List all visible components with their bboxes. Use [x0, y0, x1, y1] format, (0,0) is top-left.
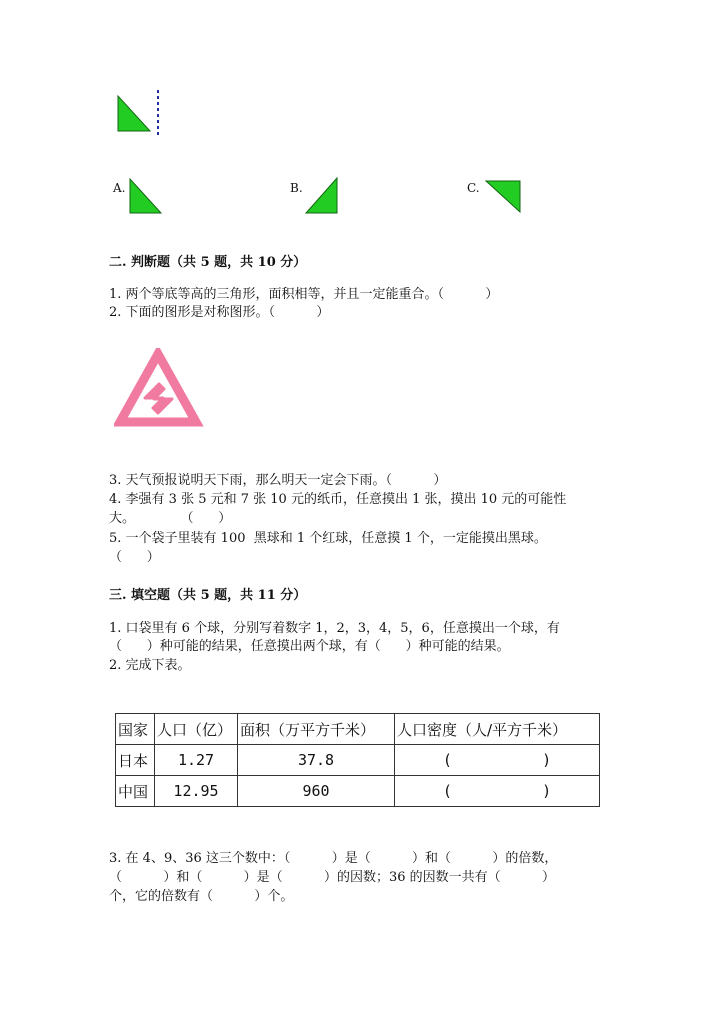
table-header: 人口密度（人/平方千米） — [395, 714, 600, 745]
option-c-label: C. — [467, 181, 480, 195]
pink-triangle-sign-icon — [114, 348, 204, 430]
section3-heading: 三. 填空题（共 5 题，共 11 分） — [109, 588, 307, 603]
s2-q1-text: 1. 两个等底等高的三角形，面积相等，并且一定能重合。（ ） — [109, 287, 499, 302]
table-cell-country: 中国 — [116, 776, 155, 807]
table-cell-density[interactable]: ( ) — [395, 745, 600, 776]
triangle-b-icon[interactable] — [304, 177, 340, 215]
population-table — [115, 713, 600, 807]
s2-q5-line2: （ ） — [109, 550, 160, 565]
table-header: 面积（万平方千米） — [238, 714, 395, 745]
table-cell-population: 1.27 — [155, 745, 238, 776]
table-cell-population: 12.95 — [155, 776, 238, 807]
s3-q1-line2: （ ）种可能的结果，任意摸出两个球，有（ ）种可能的结果。 — [109, 639, 510, 654]
table-row — [116, 776, 600, 807]
green-triangle-icon — [118, 96, 150, 131]
s3-q3-line2: （ ）和（ ）是（ ）的因数；36 的因数一共有（ ） — [109, 870, 555, 885]
s2-q3-text: 3. 天气预报说明天下雨，那么明天一定会下雨。（ ） — [109, 473, 447, 488]
table-cell-country: 日本 — [116, 745, 155, 776]
s2-q4-line1: 4. 李强有 3 张 5 元和 7 张 10 元的纸币，任意摸出 1 张，摸出 10 元的可能性 — [109, 492, 567, 507]
s3-q2-text: 2. 完成下表。 — [109, 658, 191, 673]
table-cell-area: 960 — [238, 776, 395, 807]
option-a-label: A. — [113, 181, 126, 195]
s3-q3-line3: 个，它的倍数有（ ）个。 — [109, 889, 294, 904]
table-cell-density[interactable]: ( ) — [395, 776, 600, 807]
section2-heading: 二. 判断题（共 5 题，共 10 分） — [109, 255, 307, 270]
option-b-label: B. — [290, 181, 303, 195]
triangle-c-icon[interactable] — [484, 179, 524, 215]
table-row — [116, 745, 600, 776]
table-cell-area: 37.8 — [238, 745, 395, 776]
triangle-a-icon[interactable] — [128, 178, 164, 216]
s2-q4-line2: 大。 （ ） — [109, 511, 232, 526]
s3-q1-line1: 1. 口袋里有 6 个球，分别写着数字 1，2，3，4，5，6，任意摸出一个球，有 — [109, 621, 560, 636]
s2-q2-text: 2. 下面的图形是对称图形。（ ） — [109, 305, 330, 320]
table-header: 人口（亿） — [155, 714, 238, 745]
s2-q5-line1: 5. 一个袋子里装有 100 黑球和 1 个红球，任意摸 1 个，一定能摸出黑球。 — [109, 531, 547, 546]
s3-q3-line1: 3. 在 4、9、36 这三个数中：（ ）是（ ）和（ ）的倍数， — [109, 851, 558, 866]
q1-triangle-figure — [110, 88, 170, 140]
table-header: 国家 — [116, 714, 155, 745]
table-header-row — [116, 714, 600, 745]
